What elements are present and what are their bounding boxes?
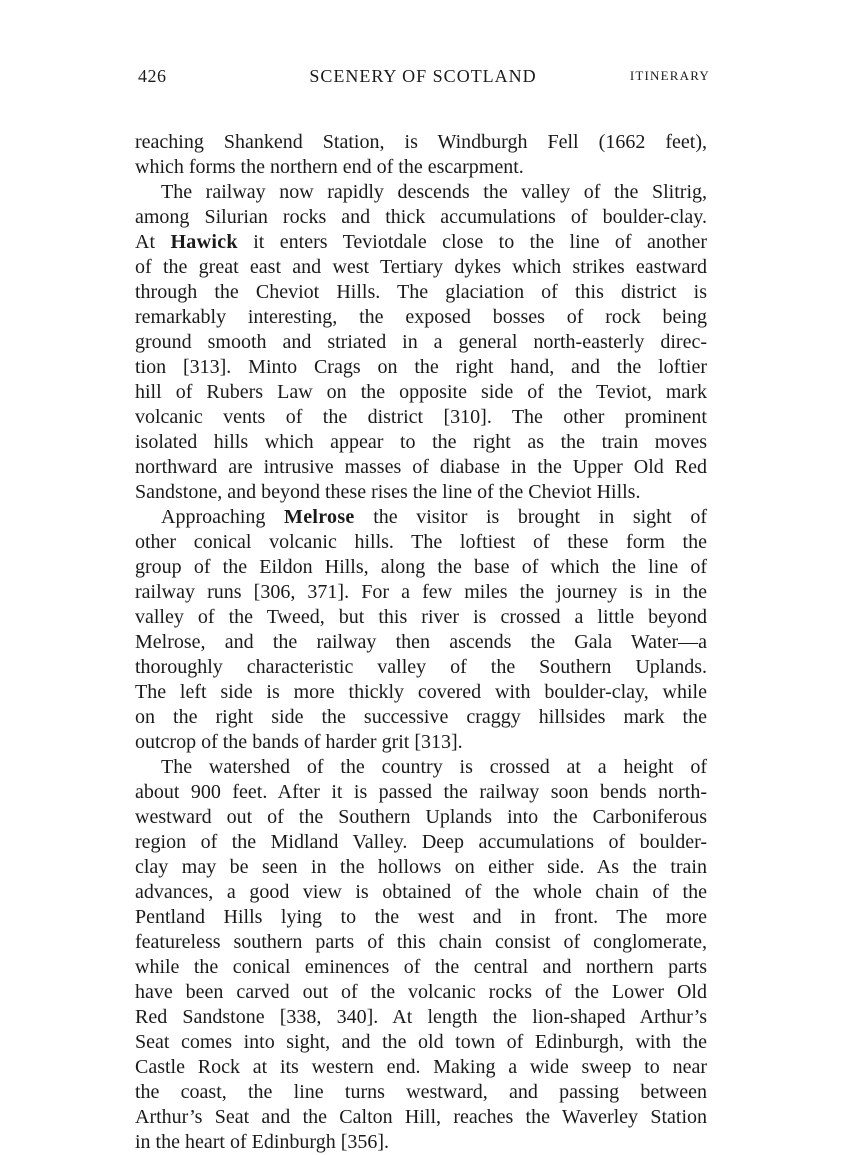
- line-text: volcanic vents of the district [310]. The other prominent: [135, 406, 707, 428]
- line-text: on the right side the successive craggy hillsides mark the: [135, 706, 707, 728]
- body-text: [135, 130, 707, 1155]
- line-text: advances, a good view is obtained of the whole chain of the: [135, 881, 707, 903]
- text-line: [135, 355, 707, 380]
- text-line: [135, 605, 707, 630]
- line-text: Arthur’s Seat and the Calton Hill, reaches the Waverley Station: [135, 1106, 707, 1128]
- text-line: [135, 530, 707, 555]
- line-text: Castle Rock at its western end. Making a wide sweep to near: [135, 1056, 707, 1078]
- text-line: [135, 805, 707, 830]
- text-line: [135, 155, 707, 180]
- text-line: [135, 1130, 707, 1155]
- text-line: [135, 880, 707, 905]
- text-line: [135, 280, 707, 305]
- text-line: [135, 930, 707, 955]
- text-line: [135, 480, 707, 505]
- line-text: Red Sandstone [338, 340]. At length the lion-shaped Arthur’s: [135, 1006, 707, 1028]
- line-text: region of the Midland Valley. Deep accumulations of boulder-: [135, 831, 707, 853]
- line-text: westward out of the Southern Uplands into the Carboniferous: [135, 806, 707, 828]
- line-text: reaching Shankend Station, is Windburgh Fell (1662 feet),: [135, 131, 707, 153]
- line-text: The railway now rapidly descends the valley of the Slitrig,: [161, 181, 707, 203]
- running-header: [138, 66, 710, 90]
- line-text: among Silurian rocks and thick accumulations of boulder-clay.: [135, 206, 707, 228]
- text-line: [135, 1030, 707, 1055]
- text-line: [135, 955, 707, 980]
- line-text: while the conical eminences of the central and northern parts: [135, 956, 707, 978]
- text-line: [135, 655, 707, 680]
- page-number: 426: [138, 66, 167, 86]
- text-line: [135, 580, 707, 605]
- text-line: [135, 1005, 707, 1030]
- line-text: about 900 feet. After it is passed the railway soon bends north-: [135, 781, 707, 803]
- line-text: the coast, the line turns westward, and passing between: [135, 1081, 707, 1103]
- line-text: outcrop of the bands of harder grit [313].: [135, 731, 463, 753]
- line-text: featureless southern parts of this chain consist of conglomerate,: [135, 931, 707, 953]
- text-line: [135, 305, 707, 330]
- text-line: [135, 230, 707, 255]
- line-text: have been carved out of the volcanic rocks of the Lower Old: [135, 981, 707, 1003]
- line-text: of the great east and west Tertiary dykes which strikes eastward: [135, 256, 707, 278]
- line-text: Melrose, and the railway then ascends the Gala Water—a: [135, 631, 707, 653]
- line-text: tion [313]. Minto Crags on the right hand, and the loftier: [135, 356, 707, 378]
- line-text: in the heart of Edinburgh [356].: [135, 1131, 390, 1153]
- text-line: [135, 255, 707, 280]
- line-text: northward are intrusive masses of diabase in the Upper Old Red: [135, 456, 707, 478]
- line-text: clay may be seen in the hollows on either side. As the train: [135, 856, 707, 878]
- line-text: ground smooth and striated in a general north-easterly direc-: [135, 331, 707, 353]
- text-line: [135, 905, 707, 930]
- text-line: [135, 1080, 707, 1105]
- line-text: valley of the Tweed, but this river is crossed a little beyond: [135, 606, 707, 628]
- line-text: the visitor is brought in sight of: [354, 506, 707, 528]
- place-name: Melrose: [284, 506, 355, 528]
- text-line: [135, 430, 707, 455]
- line-text: The left side is more thickly covered with boulder-clay, while: [135, 681, 707, 703]
- text-line: [135, 130, 707, 155]
- line-text: Pentland Hills lying to the west and in front. The more: [135, 906, 707, 928]
- text-line: [135, 755, 707, 780]
- line-text-lead: Approaching: [161, 506, 285, 528]
- text-line: [135, 830, 707, 855]
- text-line: [135, 1055, 707, 1080]
- line-text: through the Cheviot Hills. The glaciation of this district is: [135, 281, 707, 303]
- line-text: Seat comes into sight, and the old town of Edinburgh, with the: [135, 1031, 707, 1053]
- text-line: [135, 330, 707, 355]
- line-text: isolated hills which appear to the right as the train moves: [135, 431, 707, 453]
- line-text: hill of Rubers Law on the opposite side of the Teviot, mark: [135, 381, 707, 403]
- running-title: SCENERY OF SCOTLAND: [309, 66, 537, 86]
- text-line: [135, 455, 707, 480]
- line-text-lead: At: [135, 231, 171, 253]
- text-line: [135, 630, 707, 655]
- line-text: thoroughly characteristic valley of the Southern Uplands.: [135, 656, 707, 678]
- line-text: remarkably interesting, the exposed bosses of rock being: [135, 306, 707, 328]
- text-line: [135, 505, 707, 530]
- text-line: [135, 680, 707, 705]
- text-line: [135, 705, 707, 730]
- text-line: [135, 980, 707, 1005]
- text-line: [135, 405, 707, 430]
- text-line: [135, 855, 707, 880]
- line-text: it enters Teviotdale close to the line of another: [237, 231, 707, 253]
- text-line: [135, 730, 707, 755]
- text-line: [135, 780, 707, 805]
- line-text: other conical volcanic hills. The loftiest of these form the: [135, 531, 707, 553]
- text-line: [135, 180, 707, 205]
- line-text: The watershed of the country is crossed at a height of: [161, 756, 707, 778]
- text-line: [135, 1105, 707, 1130]
- line-text: railway runs [306, 371]. For a few miles the journey is in the: [135, 581, 707, 603]
- section-label: ITINERARY: [629, 68, 710, 83]
- line-text: which forms the northern end of the escarpment.: [135, 156, 524, 178]
- text-line: [135, 205, 707, 230]
- place-name: Hawick: [170, 231, 238, 253]
- line-text: Sandstone, and beyond these rises the line of the Cheviot Hills.: [135, 481, 641, 503]
- line-text: group of the Eildon Hills, along the base of which the line of: [135, 556, 707, 578]
- text-line: [135, 380, 707, 405]
- text-line: [135, 555, 707, 580]
